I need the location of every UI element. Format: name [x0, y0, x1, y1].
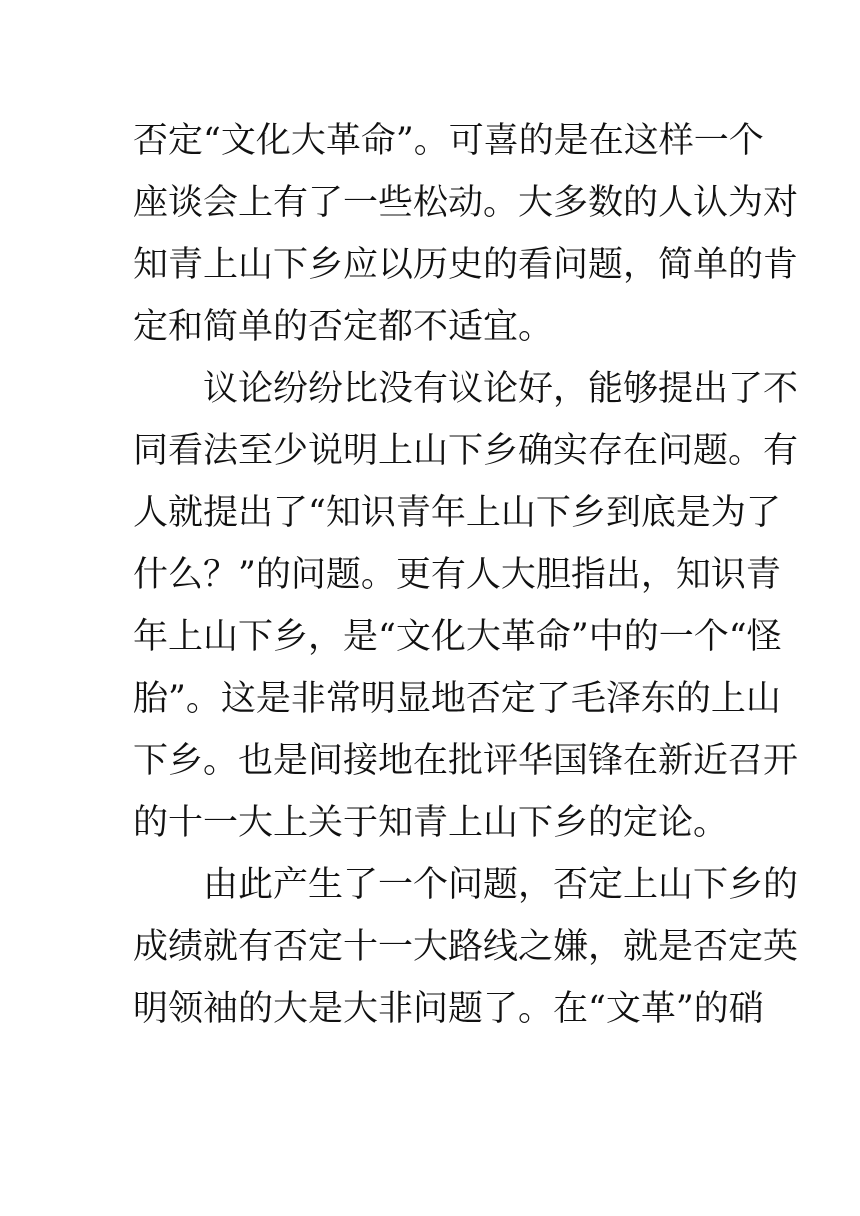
paragraph-3-line-2: 成绩就有否定十一大路线之嫌，就是否定英	[133, 927, 799, 967]
body-text	[133, 110, 799, 1040]
paragraph-2-line-8: 的十一大上关于知青上山下乡的定论。	[133, 803, 729, 843]
paragraph-1-line-1: 否定“文化大革命”。可喜的是在这样一个	[133, 121, 764, 161]
paragraph-2-line-1: 议论纷纷比没有议论好，能够提出了不	[203, 369, 799, 409]
paragraph-2-line-5: 年上山下乡，是“文化大革命”中的一个“怪	[133, 617, 782, 657]
paragraph-1-line-2: 座谈会上有了一些松动。大多数的人认为对	[133, 183, 799, 223]
paragraph-2-line-2: 同看法至少说明上山下乡确实存在问题。有	[133, 431, 799, 471]
paragraph-2-line-7: 下乡。也是间接地在批评华国锋在新近召开	[133, 741, 799, 781]
paragraph-3-line-1: 由此产生了一个问题，否定上山下乡的	[203, 865, 799, 905]
paragraph-1-line-3: 知青上山下乡应以历史的看问题，简单的肯	[133, 245, 799, 285]
paragraph-2	[133, 358, 799, 854]
paragraph-2-line-3: 人就提出了“知识青年上山下乡到底是为了	[133, 493, 781, 533]
paragraph-3-line-3: 明领袖的大是大非问题了。在“文革”的硝	[133, 989, 764, 1029]
paragraph-2-line-4: 什么？”的问题。更有人大胆指出，知识青	[133, 555, 781, 595]
paragraph-1	[133, 110, 799, 358]
paragraph-2-line-6: 胎”。这是非常明显地否定了毛泽东的上山	[133, 679, 781, 719]
paragraph-3	[133, 854, 799, 1040]
paragraph-1-line-4: 定和简单的否定都不适宜。	[133, 307, 554, 347]
